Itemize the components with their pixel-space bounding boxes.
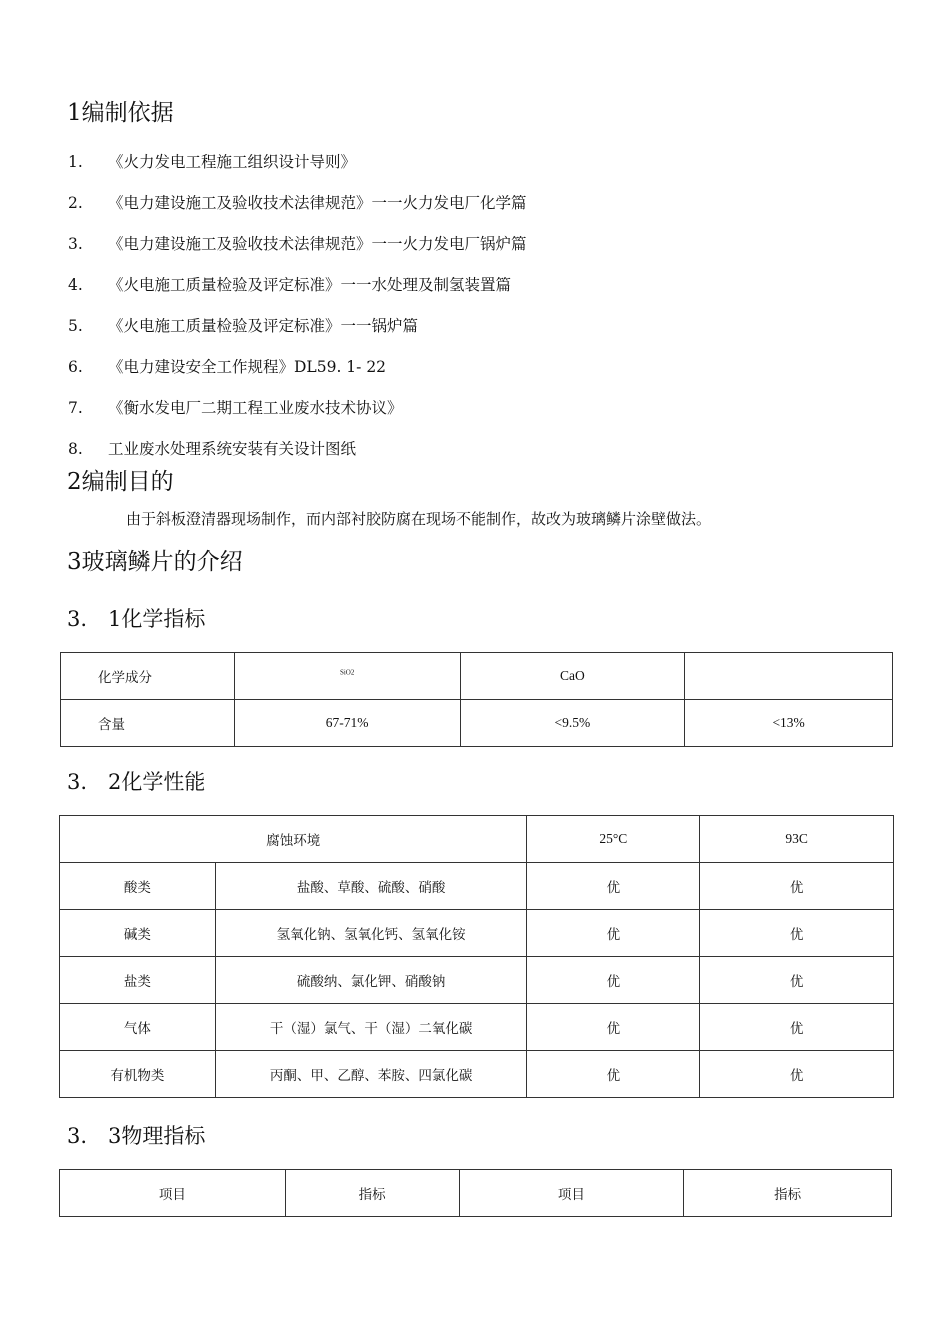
table-cell: 气体 bbox=[60, 1004, 216, 1051]
table-header-row bbox=[60, 1170, 892, 1217]
table-row bbox=[60, 1051, 894, 1098]
physical-index-table bbox=[59, 1169, 892, 1217]
reference-item: 7. 《衡水发电厂二期工程工业废水技术协议》 bbox=[68, 399, 403, 417]
table-cell: 优 bbox=[700, 863, 894, 910]
section-2-title: 2编制目的 bbox=[67, 469, 174, 495]
table-cell: <9.5% bbox=[460, 700, 685, 747]
table-cell: 项目 bbox=[459, 1170, 684, 1217]
section-1-title: 1编制依据 bbox=[67, 100, 174, 126]
table-cell: 碱类 bbox=[60, 910, 216, 957]
table-header-row bbox=[61, 653, 893, 700]
table-row bbox=[60, 957, 894, 1004]
table-cell: 指标 bbox=[285, 1170, 459, 1217]
table-header-row bbox=[60, 816, 894, 863]
section-3-1-title: 3. 1化学指标 bbox=[67, 607, 206, 631]
table-cell: 干（湿）氯气、干（湿）二氧化碳 bbox=[215, 1004, 527, 1051]
reference-item: 4. 《火电施工质量检验及评定标准》一一水处理及制氢装置篇 bbox=[68, 276, 512, 294]
table-cell: 指标 bbox=[684, 1170, 892, 1217]
section-3-2-title: 3. 2化学性能 bbox=[67, 770, 206, 794]
table-cell: 盐酸、草酸、硫酸、硝酸 bbox=[215, 863, 527, 910]
table-cell: 优 bbox=[700, 957, 894, 1004]
table-cell: 优 bbox=[700, 1004, 894, 1051]
table-cell: CaO bbox=[460, 653, 685, 700]
table-cell: <13% bbox=[685, 700, 893, 747]
table-row bbox=[60, 863, 894, 910]
table-cell: 优 bbox=[527, 863, 700, 910]
table-cell: SiO2 bbox=[234, 653, 460, 700]
chemical-performance-table bbox=[59, 815, 894, 1098]
table-cell: 93C bbox=[700, 816, 894, 863]
table-cell: 化学成分 bbox=[61, 653, 235, 700]
table-cell: 腐蚀环境 bbox=[60, 816, 527, 863]
reference-item: 8. 工业废水处理系统安装有关设计图纸 bbox=[68, 440, 357, 458]
table-cell: 优 bbox=[527, 1051, 700, 1098]
table-row bbox=[60, 910, 894, 957]
table-row bbox=[60, 1004, 894, 1051]
table-cell bbox=[685, 653, 893, 700]
table-cell: 有机物类 bbox=[60, 1051, 216, 1098]
reference-item: 6. 《电力建设安全工作规程》DL59. 1- 22 bbox=[68, 358, 387, 376]
table-cell: 丙酮、甲、乙醇、苯胺、四氯化碳 bbox=[215, 1051, 527, 1098]
table-cell: 硫酸纳、氯化钾、硝酸钠 bbox=[215, 957, 527, 1004]
reference-item: 1. 《火力发电工程施工组织设计导则》 bbox=[68, 153, 357, 171]
table-cell: 优 bbox=[527, 1004, 700, 1051]
table-cell: 盐类 bbox=[60, 957, 216, 1004]
table-cell: 优 bbox=[700, 1051, 894, 1098]
section-3-title: 3玻璃鳞片的介绍 bbox=[67, 549, 243, 575]
reference-item: 5. 《火电施工质量检验及评定标准》一一锅炉篇 bbox=[68, 317, 419, 335]
table-cell: 优 bbox=[527, 957, 700, 1004]
table-cell: 酸类 bbox=[60, 863, 216, 910]
reference-item: 3. 《电力建设施工及验收技术法律规范》一一火力发电厂锅炉篇 bbox=[68, 235, 527, 253]
table-row bbox=[61, 700, 893, 747]
chemical-index-table bbox=[60, 652, 893, 747]
table-cell: 25°C bbox=[527, 816, 700, 863]
section-3-3-title: 3. 3物理指标 bbox=[67, 1124, 206, 1148]
table-cell: 67-71% bbox=[234, 700, 460, 747]
table-cell: 优 bbox=[527, 910, 700, 957]
table-cell: 含量 bbox=[61, 700, 235, 747]
purpose-paragraph: 由于斜板澄清器现场制作，而内部衬胶防腐在现场不能制作，故改为玻璃鳞片涂壁做法。 bbox=[126, 510, 712, 528]
table-cell: 优 bbox=[700, 910, 894, 957]
reference-item: 2. 《电力建设施工及验收技术法律规范》一一火力发电厂化学篇 bbox=[68, 194, 527, 212]
table-cell: 氢氧化钠、氢氧化钙、氢氧化铵 bbox=[215, 910, 527, 957]
table-cell: 项目 bbox=[60, 1170, 286, 1217]
